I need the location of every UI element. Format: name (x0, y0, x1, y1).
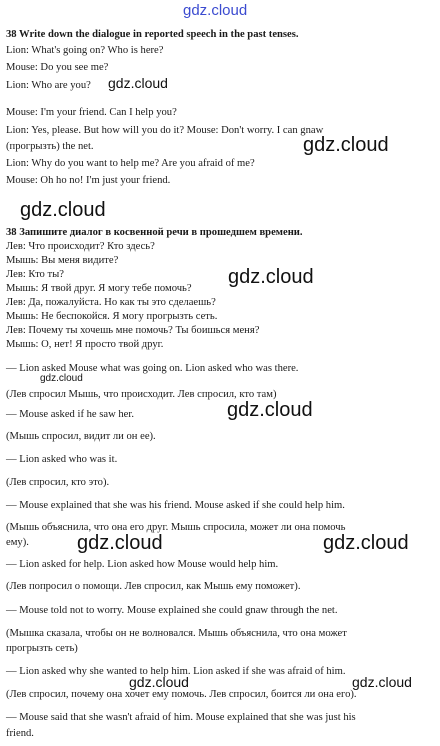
english-line: Lion: Why do you want to help me? Are you afraid of me? (6, 158, 255, 169)
answer-line: (Лев попросил о помощи. Лев спросил, как Мышь ему поможет). (6, 581, 301, 592)
watermark: gdz.cloud (129, 674, 189, 690)
english-line: Mouse: Do you see me? (6, 62, 109, 73)
russian-line: Лев: Кто ты? (6, 269, 64, 280)
answer-line: — Mouse explained that she was his friend. Mouse asked if she could help him. (6, 500, 345, 511)
answer-line: — Mouse said that she wasn't afraid of him. Mouse explained that she was just his (6, 712, 356, 723)
watermark: gdz.cloud (228, 266, 314, 288)
answer-line: (Мышь спросил, видит ли он ее). (6, 431, 156, 442)
watermark: gdz.cloud (352, 674, 412, 690)
russian-line: Лев: Да, пожалуйста. Но как ты это сделаешь? (6, 297, 216, 308)
english-line: Lion: What's going on? Who is here? (6, 45, 164, 56)
answer-line: — Lion asked for help. Lion asked how Mouse would help him. (6, 559, 279, 570)
english-line: Lion: Yes, please. But how will you do it? Mouse: Don't worry. I can gnaw (6, 125, 324, 136)
answer-line: friend. (6, 728, 34, 739)
watermark: gdz.cloud (20, 199, 106, 221)
english-line: Mouse: Oh ho no! I'm just your friend. (6, 175, 171, 186)
watermark: gdz.cloud (77, 532, 163, 554)
answer-line: — Lion asked Mouse what was going on. Lion asked who was there. (6, 363, 299, 374)
answer-line: (Лев спросил, почему она хочет ему помочь. Лев спросил, боится ли она его). (6, 689, 357, 700)
answer-line: ему). (6, 537, 29, 548)
watermark-top: gdz.cloud (183, 2, 248, 19)
russian-line: Лев: Почему ты хочешь мне помочь? Ты боишься меня? (6, 325, 260, 336)
answer-line: (Лев спросил, кто это). (6, 477, 110, 488)
watermark: gdz.cloud (108, 75, 168, 91)
english-line: Mouse: I'm your friend. Can I help you? (6, 107, 177, 118)
english-heading: 38 Write down the dialogue in reported speech in the past tenses. (6, 29, 299, 40)
russian-line: Мышь: Не беспокойся. Я могу прогрызть сеть. (6, 311, 218, 322)
answer-line: (Лев спросил Мышь, что происходит. Лев спросил, кто там) (6, 389, 277, 400)
russian-line: Мышь: Вы меня видите? (6, 255, 119, 266)
russian-line: Мышь: О, нет! Я просто твой друг. (6, 339, 164, 350)
answer-line: — Mouse told not to worry. Mouse explained she could gnaw through the net. (6, 605, 338, 616)
answer-line: прогрызть сеть) (6, 643, 78, 654)
answer-line: (Мышь объяснила, что она его друг. Мышь спросила, может ли она помочь (6, 522, 346, 533)
russian-line: Лев: Что происходит? Кто здесь? (6, 241, 155, 252)
english-line: (прогрызть) the net. (6, 141, 94, 152)
answer-line: — Mouse asked if he saw her. (6, 409, 134, 420)
watermark: gdz.cloud (227, 399, 313, 421)
english-line: Lion: Who are you? (6, 80, 91, 91)
watermark: gdz.cloud (303, 134, 389, 156)
watermark: gdz.cloud (323, 532, 409, 554)
answer-line: (Мышка сказала, чтобы он не волновался. Мышь объяснила, что она может (6, 628, 347, 639)
watermark: gdz.cloud (40, 373, 83, 384)
answer-line: — Lion asked why she wanted to help him. Lion asked if she was afraid of him. (6, 666, 346, 677)
answer-line: — Lion asked who was it. (6, 454, 118, 465)
russian-line: Мышь: Я твой друг. Я могу тебе помочь? (6, 283, 192, 294)
russian-heading: 38 Запишите диалог в косвенной речи в прошедшем времени. (6, 227, 303, 238)
